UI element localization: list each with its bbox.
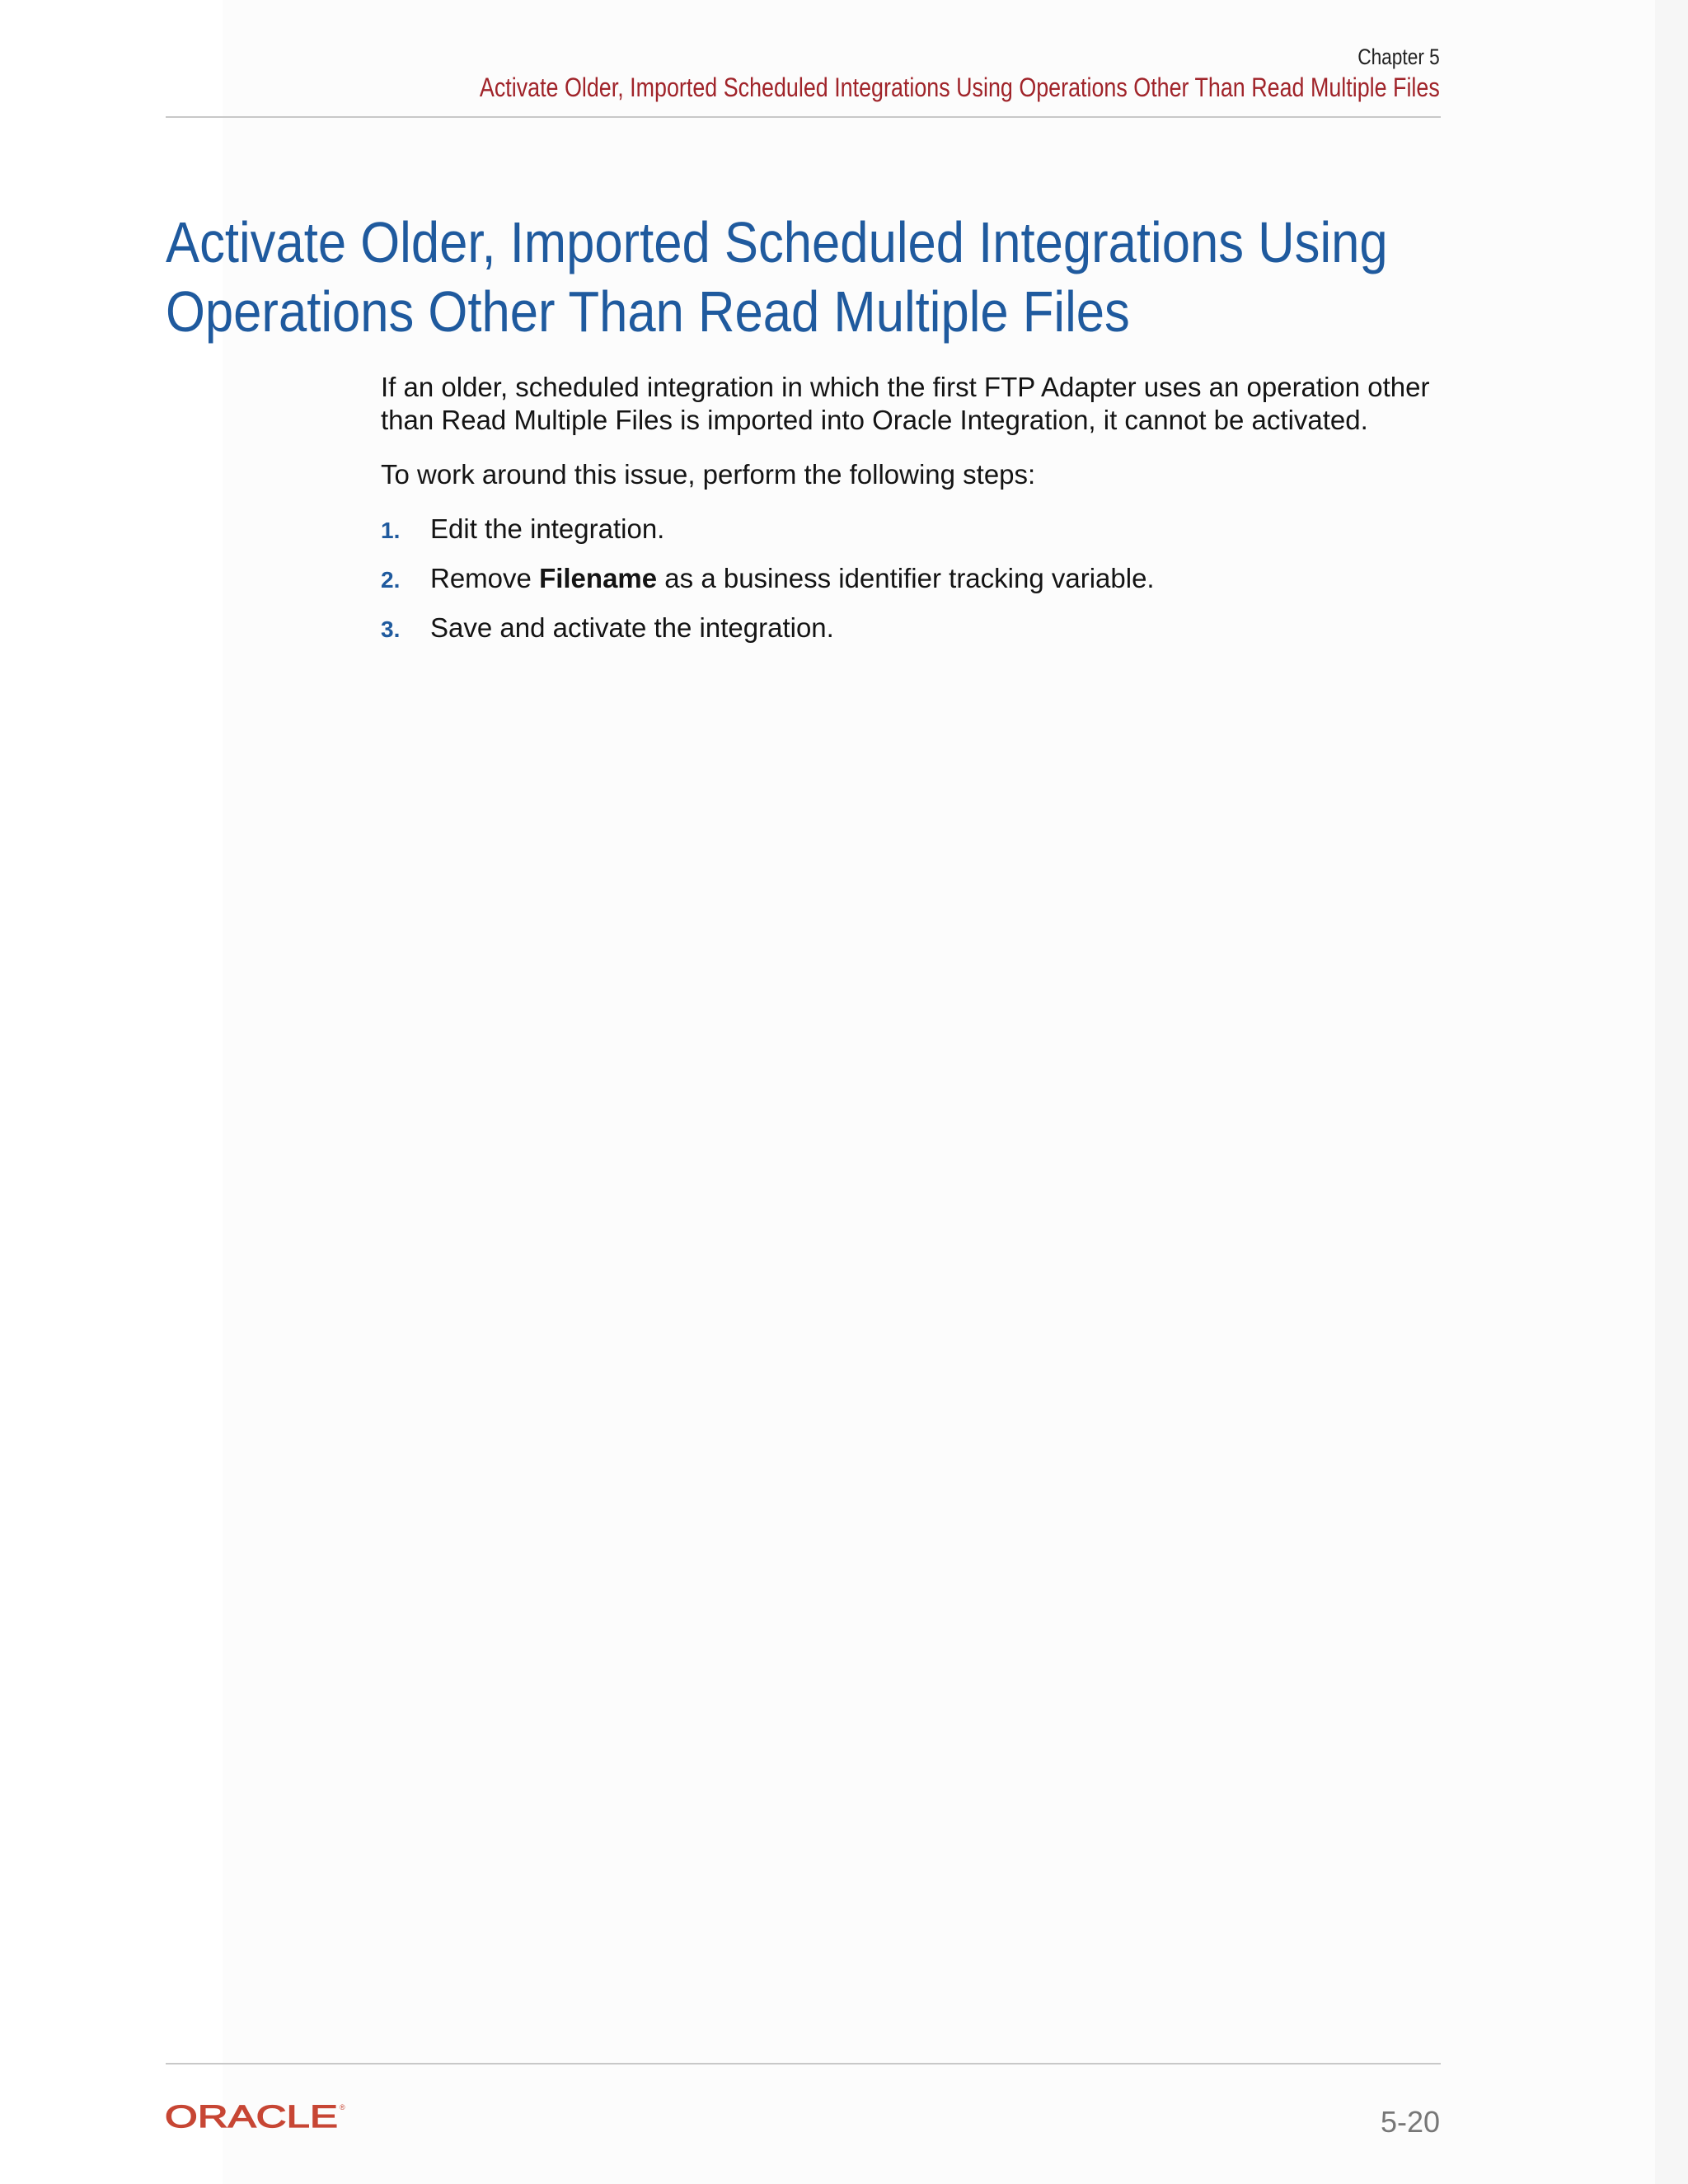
chapter-label: Chapter 5 xyxy=(1357,45,1440,69)
step-text-before: Remove xyxy=(430,563,540,593)
step-number: 3. xyxy=(381,616,401,642)
running-section-title: Activate Older, Imported Scheduled Integrations Using Operations Other Than Read Multiple Files xyxy=(480,73,1440,102)
oracle-logo xyxy=(165,2100,348,2133)
step-text: Save and activate the integration. xyxy=(430,612,834,643)
steps-list xyxy=(381,513,1444,644)
step-item xyxy=(381,513,1444,546)
header-divider xyxy=(166,116,1441,118)
step-number: 1. xyxy=(381,518,401,543)
registered-mark-icon: ® xyxy=(340,2103,345,2111)
footer-divider xyxy=(166,2063,1441,2064)
page-number: 5-20 xyxy=(1380,2105,1440,2139)
body-content xyxy=(381,371,1444,661)
oracle-logo-text: ORACLE xyxy=(165,2100,338,2133)
step-number: 2. xyxy=(381,567,401,593)
page-edge-shadow xyxy=(1655,0,1688,2184)
step-text-bold: Filename xyxy=(539,563,658,593)
lead-paragraph: To work around this issue, perform the following steps: xyxy=(381,459,1036,490)
step-text-after: as a business identifier tracking variable. xyxy=(657,563,1155,593)
page-title: Activate Older, Imported Scheduled Integrations Using Operations Other Than Read Multiple Files xyxy=(166,210,1388,344)
step-item xyxy=(381,612,1444,644)
intro-paragraph: If an older, scheduled integration in which the first FTP Adapter uses an operation other than Read Multiple Files is imported into Oracle Integration, it cannot be activated. xyxy=(381,372,1430,435)
step-text: Edit the integration. xyxy=(430,513,665,544)
running-header xyxy=(297,43,1440,104)
step-item xyxy=(381,562,1444,595)
